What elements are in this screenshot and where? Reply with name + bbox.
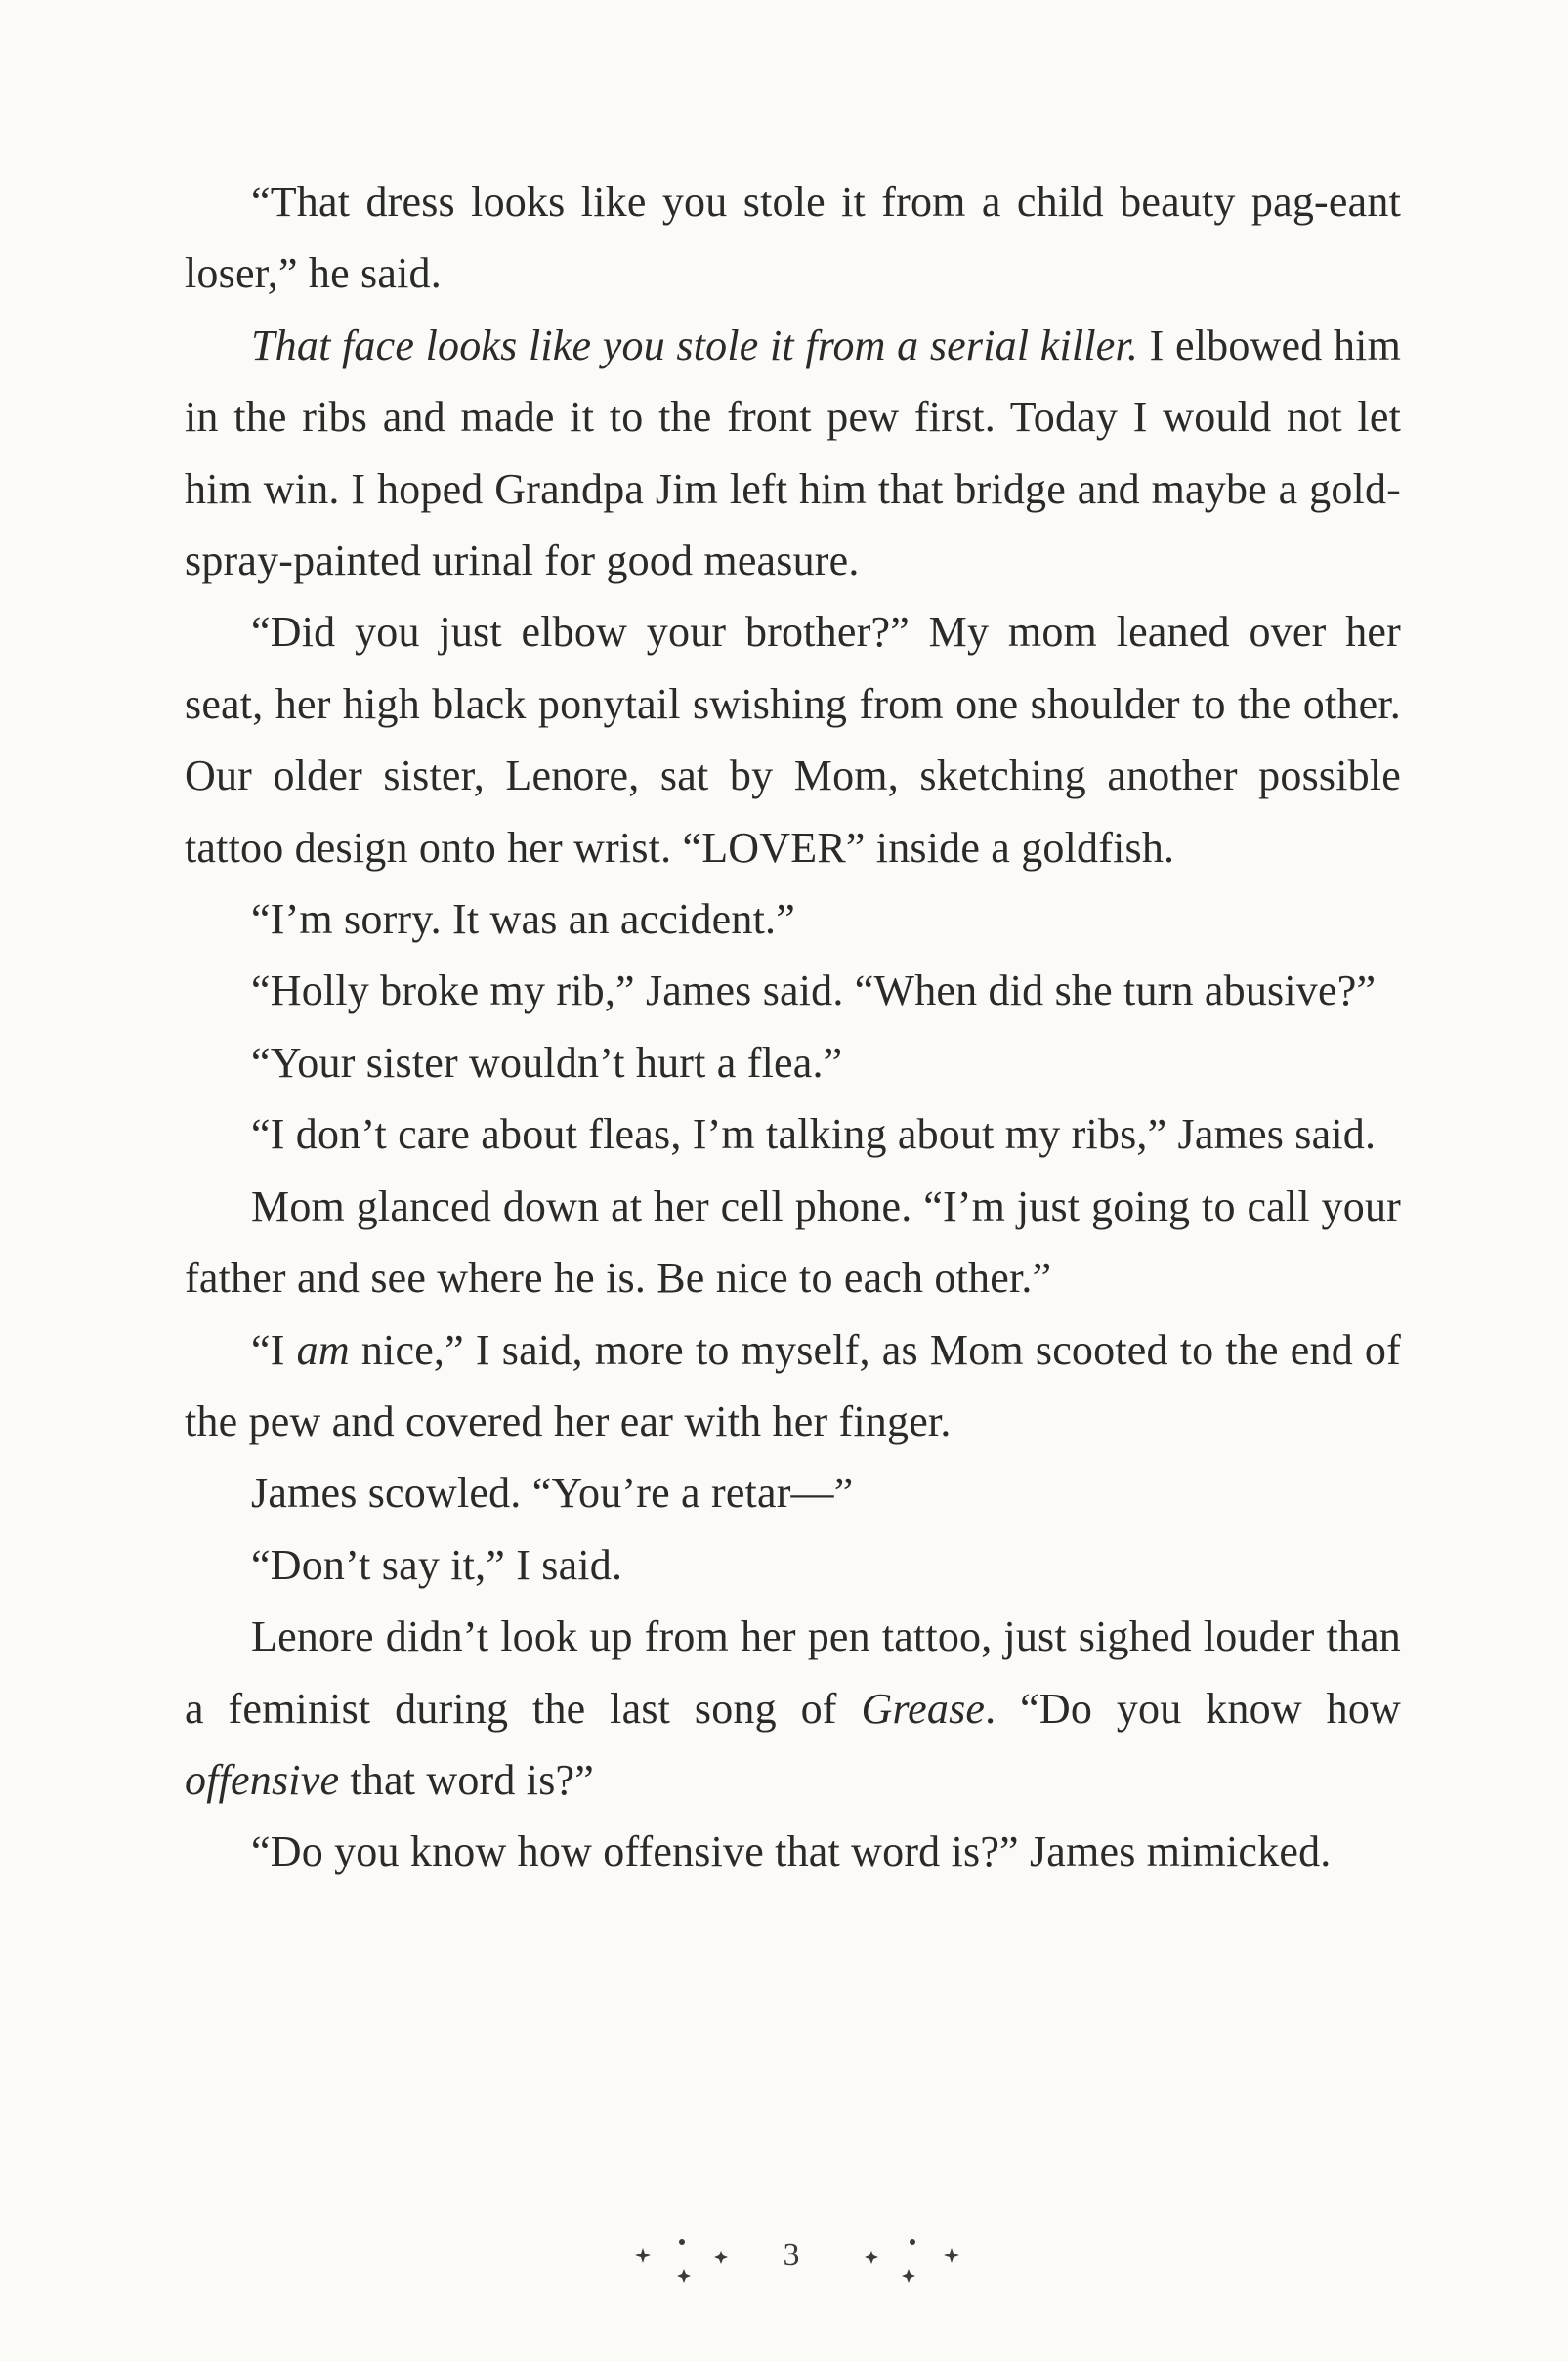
text-run: “Did you just elbow your brother?” My mom leaned over her seat, her high black ponytail swishing from one shoulder to the other. Our older sister, Lenore, sat by Mom, sketching another possible tattoo design onto her wrist. “LOVER” inside a goldfish. [185,608,1401,872]
paragraph [185,1457,1401,1528]
page-footer [0,2228,1568,2287]
italic-text: offensive [185,1755,340,1804]
text-run: “I’m sorry. It was an accident.” [251,895,795,944]
paragraph [185,1098,1401,1170]
paragraph [185,166,1401,310]
paragraph [185,310,1401,597]
text-run: “Holly broke my rib,” James said. “When did she turn abusive?” [251,966,1377,1015]
text-run: . “Do you know how [985,1684,1401,1733]
italic-text: Grease [861,1684,986,1733]
paragraph [185,883,1401,955]
paragraph [185,1314,1401,1458]
text-run: nice,” I said, more to myself, as Mom scooted to the end of the pew and covered her ear with her finger. [185,1325,1401,1445]
paragraph [185,955,1401,1026]
page-number: 3 [783,2237,800,2273]
paragraph [185,596,1401,883]
paragraph [185,1529,1401,1601]
text-run: “Don’t say it,” I said. [251,1540,623,1589]
star-sparkle-ornament-icon [862,2228,959,2287]
text-run: Lenore didn’t look up from her pen tattoo, just sighed louder than a feminist during the last song of [185,1612,1401,1733]
star-sparkle-ornament-icon [635,2228,733,2287]
text-run: “That dress looks like you stole it from a child beauty pag-eant loser,” he said. [185,178,1401,298]
text-run: “Your sister wouldn’t hurt a flea.” [251,1038,843,1087]
italic-text: am [296,1325,350,1374]
text-run: James scowled. “You’re a retar—” [251,1469,854,1518]
paragraph [185,1601,1401,1816]
italic-text: That face looks like you stole it from a serial killer. [251,321,1139,369]
text-run: I elbowed him in the ribs and made it to the front pew first. Today I would not let him win. I hoped Grandpa Jim left him that bridge and maybe a gold-spray-painted urinal for good measure. [185,321,1401,585]
text-run: that word is?” [339,1755,594,1804]
page-body [185,166,1401,1888]
paragraph [185,1171,1401,1314]
paragraph [185,1027,1401,1098]
paragraph [185,1816,1401,1887]
text-run: “I [251,1325,297,1374]
text-run: “Do you know how offensive that word is?” James mimicked. [251,1827,1332,1876]
text-run: Mom glanced down at her cell phone. “I’m just going to call your father and see where he is. Be nice to each other.” [185,1181,1401,1303]
text-run: “I don’t care about fleas, I’m talking about my ribs,” James said. [251,1110,1377,1159]
